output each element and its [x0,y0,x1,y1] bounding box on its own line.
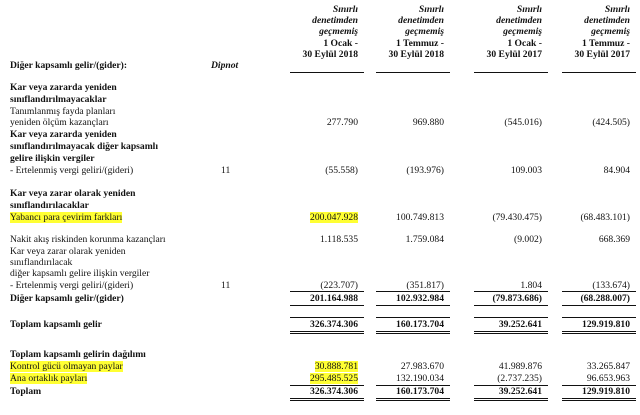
oci-rule-3 [474,291,548,292]
sec2-row1-value-2: 100.749.813 [396,212,444,223]
tci-double-rule-3a [474,331,548,332]
dist-total-value-2: 160.173.704 [396,386,444,397]
highlight-mark: 295.485.525 [310,373,358,384]
table-title: Diğer kapsamlı gelir/(gider): [10,60,128,71]
dist-row2-value-3: (2.737.235) [497,373,542,384]
oci-rule-2 [376,291,450,292]
col3-h1: Sınırlı [516,4,542,15]
dist-row2-value-4: 96.653.963 [586,373,630,384]
sec2-row2-value-1: 1.118.535 [319,234,358,245]
sec1-row1-value-3: (545.016) [504,117,542,128]
col4-h5: 30 Eylül 2017 [574,49,630,60]
col2-h5: 30 Eylül 2018 [388,49,444,60]
tci-value-3: 39.252.641 [498,319,542,330]
dist-row2-label [10,373,87,384]
oci-total-value-3: (79.873.686) [492,293,542,304]
tci-double-rule-4a [562,331,636,332]
oci-total-value-4: (68.288.007) [580,293,630,304]
col4-h4: 1 Temmuz - [582,38,630,49]
tci-rule-2 [376,317,450,318]
sec2-row2-value-4: 668.369 [598,234,630,245]
dist-double-rule-4b [562,400,636,401]
oci-underline-4 [562,305,636,306]
sec2-row3-value-2: (351.817) [406,280,444,291]
sec1-row1-value-4: (424.505) [592,117,630,128]
sec2-row3-note: 11 [221,280,231,291]
dist-total-value-4: 129.919.810 [582,386,630,397]
sec1-row1-label-line1: Tanımlanmış fayda planları [10,106,116,117]
highlight-mark: Ana ortaklık payları [10,373,88,384]
tci-rule-3 [474,317,548,318]
tci-rule-4 [562,317,636,318]
dist-double-rule-1a [290,398,364,399]
col1-h3: geçmemiş [319,26,358,37]
sec1-row2-value-4: 84.904 [603,165,630,176]
col1-h2: denetimden [312,15,358,26]
col4-h2: denetimden [584,15,630,26]
sec2-sub-line2: sınıflandırılacak [10,257,73,268]
col2-h3: geçmemiş [405,26,444,37]
col4-h1: Sınırlı [604,4,630,15]
tci-value-4: 129.919.810 [582,319,630,330]
tci-value-2: 160.173.704 [396,319,444,330]
highlight-mark: 30.888.781 [314,361,358,372]
dist-double-rule-1b [290,400,364,401]
col3-h3: geçmemiş [503,26,542,37]
sec1-sub-line1: Kar veya zararda yeniden [10,129,117,140]
col2-h4: 1 Temmuz - [396,38,444,49]
highlight-mark: 200.047.928 [310,212,358,223]
dist-row1-value-4: 33.265.847 [586,361,630,372]
tci-value-1: 326.374.306 [310,319,358,330]
dist-double-rule-4a [562,398,636,399]
tci-double-rule-1a [290,331,364,332]
dist-row1-value-1 [315,361,358,372]
col1-h4: 1 Ocak - [323,38,358,49]
oci-rule-1 [290,291,364,292]
col3-h4: 1 Ocak - [507,38,542,49]
tci-double-rule-1b [290,333,364,334]
sec1-row1-value-2: 969.880 [412,117,444,128]
tci-label: Toplam kapsamlı gelir [10,319,102,330]
header-rule-2 [376,72,450,73]
sec2-row1-value-1 [310,212,358,223]
tci-rule-1 [290,317,364,318]
sec1-row2-value-2: (193.976) [406,165,444,176]
sec2-row3-label: - Ertelenmiş vergi geliri/(gideri) [10,280,134,291]
header-rule-1 [290,72,364,73]
sec1-row2-note: 11 [221,165,231,176]
note-column-header: Dipnot [211,60,239,71]
dist-total-value-1: 326.374.306 [310,386,358,397]
sec2-row3-value-1: (223.707) [320,280,358,291]
dist-double-rule-2b [376,400,450,401]
tci-double-rule-2a [376,331,450,332]
header-rule-3 [474,72,548,73]
dist-total-value-3: 39.252.641 [498,386,542,397]
sec2-row1-label [10,212,122,223]
col2-h2: denetimden [398,15,444,26]
tci-double-rule-3b [474,333,548,334]
sec2-title-line2: sınıflandırılacaklar [10,200,89,211]
sec2-row1-value-4: (68.483.101) [580,212,630,223]
oci-underline-1 [290,305,364,306]
sec1-row1-label-line2: yeniden ölçüm kazançları [10,117,109,128]
sec1-row2-value-1: (55.558) [325,165,358,176]
sec1-title-line2: sınıflandırılmayacaklar [10,94,107,105]
highlight-mark: Kontrol gücü olmayan paylar [10,361,123,372]
sec2-row3-value-3: 1.804 [520,280,542,291]
dist-row2-value-2: 132.190.034 [396,373,444,384]
sec1-row2-label: - Ertelenmiş vergi geliri/(gideri) [10,165,134,176]
dist-row2-value-1 [310,373,358,384]
dist-double-rule-3a [474,398,548,399]
sec2-sub-line1: Kar veya zarar olarak yeniden [10,246,126,257]
sec2-row2-label: Nakit akış riskinden korunma kazançları [10,234,166,245]
col3-h2: denetimden [496,15,542,26]
highlight-mark: Yabancı para çevirim farkları [10,212,123,223]
oci-rule-4 [562,291,636,292]
oci-underline-3 [474,305,548,306]
tci-double-rule-4b [562,333,636,334]
sec2-row3-value-4: (133.674) [592,280,630,291]
tci-double-rule-2b [376,333,450,334]
col1-h1: Sınırlı [332,4,358,15]
dist-double-rule-2a [376,398,450,399]
oci-underline-2 [376,305,450,306]
header-rule-4 [562,72,636,73]
sec2-row1-value-3: (79.430.475) [492,212,542,223]
oci-total-value-1: 201.164.988 [310,293,358,304]
sec1-sub-line3: gelire ilişkin vergiler [10,153,95,164]
sec1-sub-line2: sınıflandırılmayacak diğer kapsamlı [10,141,159,152]
oci-total-label: Diğer kapsamlı gelir/(gider) [10,293,124,304]
dist-double-rule-3b [474,400,548,401]
dist-row1-label [10,361,123,372]
dist-total-label: Toplam [10,386,42,397]
col2-h1: Sınırlı [418,4,444,15]
sec2-sub-line3: diğer kapsamlı gelire ilişkin vergiler [10,268,150,279]
sec1-row2-value-3: 109.003 [510,165,542,176]
sec2-row2-value-3: (9.002) [514,234,542,245]
dist-title: Toplam kapsamlı gelirin dağılımı [10,349,146,360]
sec2-row2-value-2: 1.759.084 [405,234,444,245]
oci-total-value-2: 102.932.984 [396,293,444,304]
sec1-title-line1: Kar veya zararda yeniden [10,82,117,93]
dist-row1-value-2: 27.983.670 [400,361,444,372]
dist-row1-value-3: 41.989.876 [498,361,542,372]
sec1-row1-value-1: 277.790 [326,117,358,128]
sec2-title-line1: Kar veya zarar olarak yeniden [10,188,136,199]
col4-h3: geçmemiş [591,26,630,37]
col3-h5: 30 Eylül 2017 [486,49,542,60]
col1-h5: 30 Eylül 2018 [302,49,358,60]
